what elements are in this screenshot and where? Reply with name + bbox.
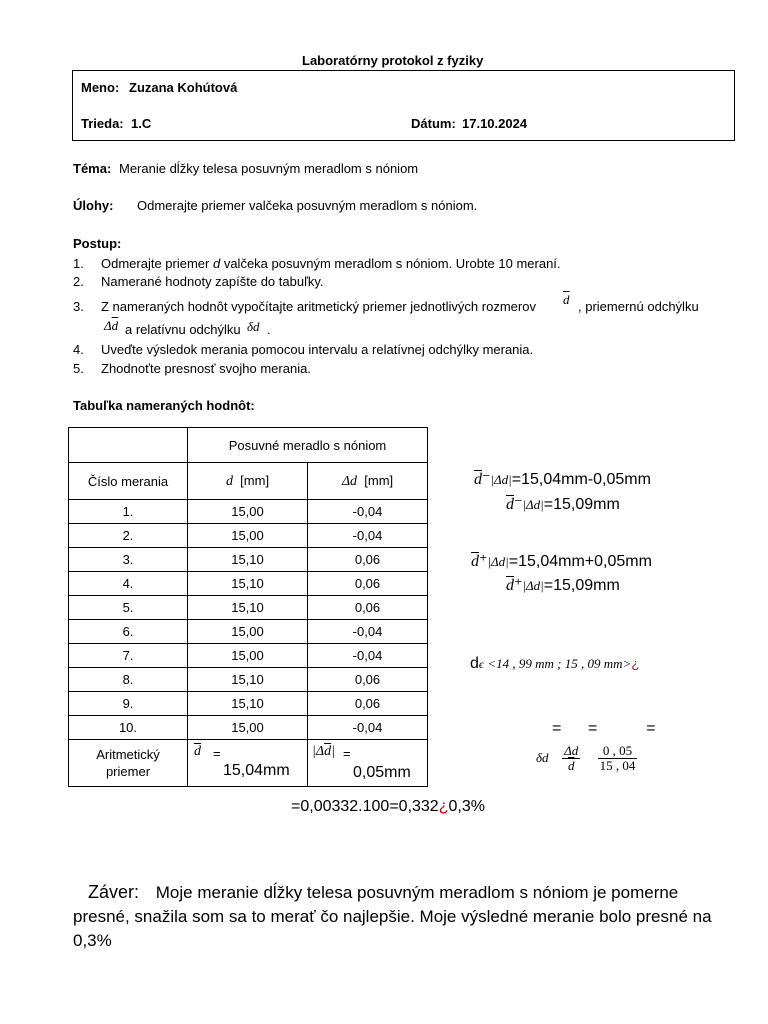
date-label: Dátum: [411, 116, 456, 131]
class-label: Trieda: [81, 116, 124, 131]
relative-error-formula: δd $\frac{\Delta d}{d}$ $\frac{0 , 05}{15 , 04}$ [536, 743, 636, 773]
conclusion-line: presné, snažila som sa to merať čo najlepšie. Moje výsledné meranie bolo presné na [73, 907, 712, 926]
conclusion-line: Moje meranie dĺžky telesa posuvným meradlom s nóniom je pomerne [155, 883, 679, 902]
relative-error-result: =0,00332.100=0,332¿0,3% [291, 798, 485, 815]
mean-row-label: Aritmetický priemer [69, 740, 188, 787]
step-text: a relatívnu odchýlku [125, 322, 241, 337]
step-number: 1. [73, 256, 84, 271]
column-header-index: Číslo merania [69, 463, 188, 500]
tasks-label: Úlohy: [73, 198, 114, 213]
tasks-value: Odmerajte priemer valčeka posuvným meradlom s nóniom. [137, 198, 478, 213]
step-text: Uveďte výsledok merania pomocou intervalu a relatívnej odchýlky merania. [101, 342, 534, 357]
rel-d-symbol: δd [247, 319, 260, 334]
topic-label: Téma: [73, 161, 112, 176]
table-row: 1. 15,00 -0,04 [69, 500, 428, 524]
table-row: 9. 15,10 0,06 [69, 692, 428, 716]
step-text: Namerané hodnoty zapíšte do tabuľky. [101, 274, 324, 289]
step-text: , priemernú odchýlku [578, 299, 699, 314]
lower-bound-line-2: $\overline{d}^-|\Delta d|=15,09mm$ [506, 496, 620, 513]
class-value: 1.C [131, 116, 152, 131]
table-row: 7. 15,00 -0,04 [69, 644, 428, 668]
column-header-d: d [mm] [188, 463, 308, 500]
table-row: 5. 15,10 0,06 [69, 596, 428, 620]
step-text: . [267, 322, 271, 337]
table-row: 4. 15,10 0,06 [69, 572, 428, 596]
mean-delta-cell: $|\Delta\overline{d}|$ = 0,05mm [308, 740, 428, 787]
table-row: 10. 15,00 -0,04 [69, 716, 428, 740]
step-number: 4. [73, 342, 84, 357]
step-number: 3. [73, 299, 84, 314]
table-mean-row [69, 740, 428, 787]
table-title: Tabuľka nameraných hodnôt: [73, 398, 255, 413]
table-group-header: Posuvné meradlo s nóniom [188, 428, 428, 463]
conclusion-label: Záver: [88, 882, 140, 902]
mean-d-cell: $\overline{d}$ = 15,04mm [188, 740, 308, 787]
mean-d-symbol: $\overline{d}$ [563, 292, 570, 307]
step-text: Zhodnoťte presnosť svojho merania. [101, 361, 311, 376]
upper-bound-line-1: $\overline{d}^+|\Delta d|=15,04mm+0,05mm$ [471, 553, 652, 570]
step-number: 2. [73, 274, 84, 289]
name-value: Zuzana Kohútová [129, 80, 238, 95]
table-corner-cell [69, 428, 188, 463]
name-label: Meno: [81, 80, 120, 95]
topic-value: Meranie dĺžky telesa posuvným meradlom s nóniom [119, 161, 419, 176]
table-row: 8. 15,10 0,06 [69, 668, 428, 692]
step-text: Z nameraných hodnôt vypočítajte aritmetický priemer jednotlivých rozmerov [101, 299, 536, 314]
upper-bound-line-2: $\overline{d}^+|\Delta d|=15,09mm$ [506, 577, 620, 594]
procedure-label: Postup: [73, 236, 122, 251]
date-value: 17.10.2024 [462, 116, 528, 131]
header-box [72, 70, 735, 141]
table-row: 2. 15,00 -0,04 [69, 524, 428, 548]
step-number: 5. [73, 361, 84, 376]
table-row: 6. 15,00 -0,04 [69, 620, 428, 644]
conclusion [73, 880, 712, 953]
lower-bound-line-1: $\overline{d}^-|\Delta d|=15,04mm-0,05mm$ [474, 471, 651, 488]
step-text: Odmerajte priemer d valčeka posuvným meradlom s nóniom. Urobte 10 meraní. [101, 256, 561, 271]
document-title: Laboratórny protokol z fyziky [302, 53, 484, 68]
equals-row: = = = [552, 720, 656, 737]
column-header-delta: Δd [mm] [308, 463, 428, 500]
measurement-table [68, 427, 428, 787]
interval-result: dϵ <14 , 99 mm ; 15 , 09 mm>¿ [470, 655, 640, 672]
conclusion-line: 0,3% [73, 931, 112, 950]
delta-d-symbol: $\Delta\overline{d}$ [104, 318, 119, 333]
table-row: 3. 15,10 0,06 [69, 548, 428, 572]
